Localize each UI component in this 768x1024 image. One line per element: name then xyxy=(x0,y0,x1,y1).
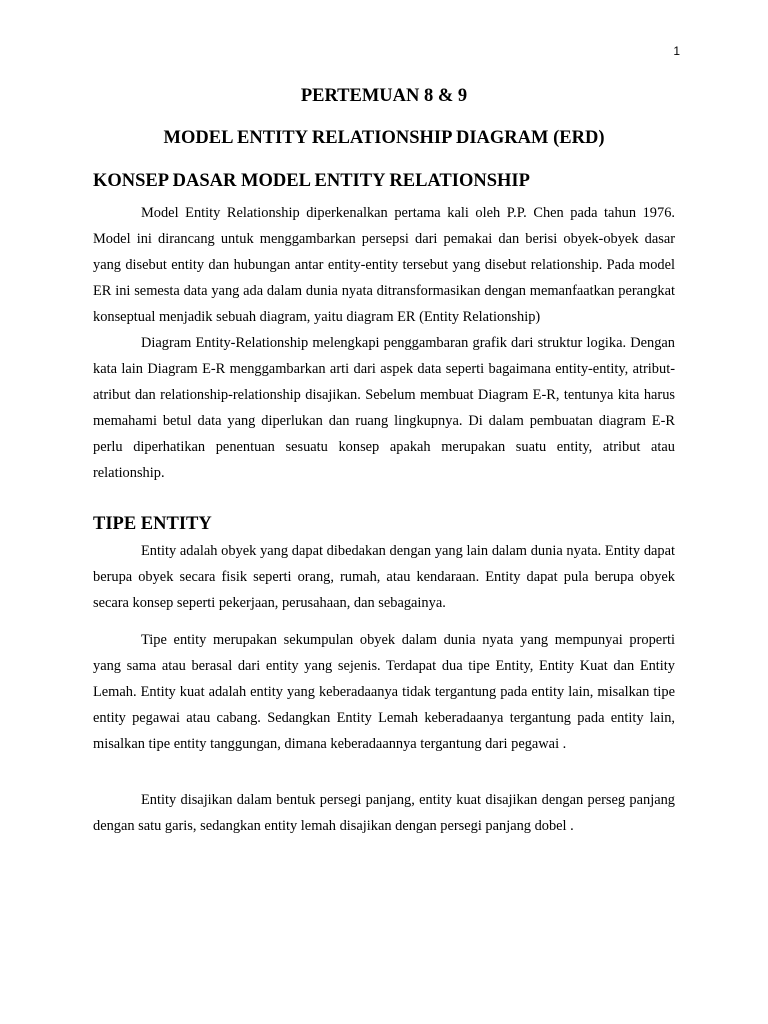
paragraph-tipe-1: Entity adalah obyek yang dapat dibedakan dengan yang lain dalam dunia nyata. Entity dapat berupa obyek secara fisik seperti orang, rumah, atau kendaraan. Entity dapat pula berupa obyek secara konsep seperti pekerjaan, perusahaan, dan sebagainya. xyxy=(93,543,675,611)
page-number: 1 xyxy=(673,44,680,58)
paragraph-tipe-3: Entity disajikan dalam bentuk persegi panjang, entity kuat disajikan dengan perseg panjang dengan satu garis, sedangkan entity lemah disajikan dengan persegi panjang dobel . xyxy=(93,792,675,834)
paragraph-tipe-2: Tipe entity merupakan sekumpulan obyek dalam dunia nyata yang mempunyai properti yang sama atau berasal dari entity yang sejenis. Terdapat dua tipe Entity, Entity Kuat dan Entity Lemah. Entity kuat adalah entity yang keberadaanya tidak tergantung pada entity lain, misalkan tipe entity pegawai atau cabang. Sedangkan Entity Lemah keberadaanya tergantung pada entity lain, misalkan tipe entity tanggungan, dimana keberadaannya tergantung dari pegawai . xyxy=(93,632,675,752)
paragraph-konsep-2: Diagram Entity-Relationship melengkapi penggambaran grafik dari struktur logika. Dengan kata lain Diagram E-R menggambarkan arti dari aspek data seperti bagaimana entity-entity, atribut-atribut dan relationship-relationship disajikan. Sebelum membuat Diagram E-R, tentunya kita harus memahami betul data yang diperlukan dan ruang lingkupnya. Di dalam pembuatan diagram E-R perlu diperhatikan penentuan sesuatu konsep apakah merupakan suatu entity, atribut atau relationship. xyxy=(93,335,675,481)
document-body xyxy=(93,84,675,839)
document-subtitle: MODEL ENTITY RELATIONSHIP DIAGRAM (ERD) xyxy=(163,128,605,148)
document-title: PERTEMUAN 8 & 9 xyxy=(300,86,468,106)
section-heading-tipe-entity: TIPE ENTITY xyxy=(93,514,212,534)
section-heading-konsep-dasar: KONSEP DASAR MODEL ENTITY RELATIONSHIP xyxy=(93,171,530,191)
paragraph-konsep-1: Model Entity Relationship diperkenalkan pertama kali oleh P.P. Chen pada tahun 1976. Model ini dirancang untuk menggambarkan persepsi dari pemakai dan berisi obyek-obyek dasar yang disebut entity dan hubungan antar entity-entity tersebut yang disebut relationship. Pada model ER ini semesta data yang ada dalam dunia nyata ditransformasikan dengan memanfaatkan perangkat konseptual menjadik sebuah diagram, yaitu diagram ER (Entity Relationship) xyxy=(93,205,675,325)
